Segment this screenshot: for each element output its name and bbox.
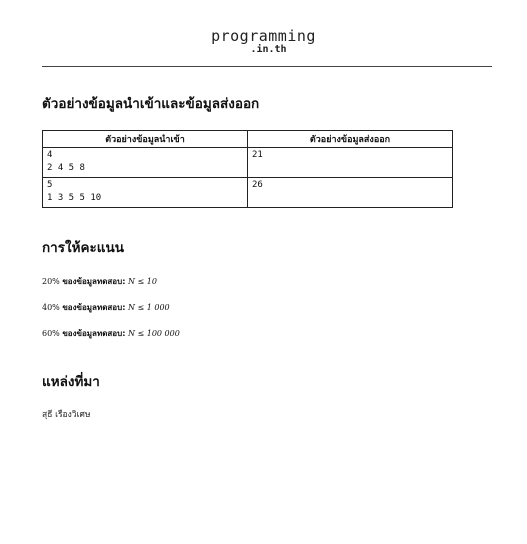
example-output-cell: 26 <box>248 178 453 208</box>
scoring-heading: การให้คะแนน <box>42 240 124 256</box>
subtask-percent: 20% <box>42 277 60 286</box>
header-divider <box>42 66 492 67</box>
subtask-label: ของข้อมูลทดสอบ: <box>62 303 126 312</box>
examples-header-row <box>43 131 453 148</box>
list-item <box>42 276 180 288</box>
source-author: สุธี เรืองวิเศษ <box>42 410 91 420</box>
subtask-percent: 40% <box>42 303 60 312</box>
example-input-cell: 5 1 3 5 5 10 <box>43 178 248 208</box>
input-column-header: ตัวอย่างข้อมูลนำเข้า <box>43 131 248 148</box>
example-output-cell: 21 <box>248 148 453 178</box>
subtask-condition: N ≤ 10 <box>127 277 157 286</box>
examples-table <box>42 130 453 208</box>
subtask-percent: 60% <box>42 329 60 338</box>
subtask-label: ของข้อมูลทดสอบ: <box>62 329 126 338</box>
example-input-cell: 4 2 4 5 8 <box>43 148 248 178</box>
site-logo <box>0 28 527 55</box>
list-item <box>42 302 180 314</box>
source-heading: แหล่งที่มา <box>42 374 100 390</box>
scoring-list <box>42 276 180 354</box>
subtask-condition: N ≤ 100 000 <box>127 329 180 338</box>
examples-heading: ตัวอย่างข้อมูลนำเข้าและข้อมูลส่งออก <box>42 96 260 112</box>
table-row <box>43 178 453 208</box>
subtask-condition: N ≤ 1 000 <box>127 303 170 312</box>
subtask-label: ของข้อมูลทดสอบ: <box>62 277 126 286</box>
logo-sub-text: .in.th <box>250 44 287 55</box>
table-row <box>43 148 453 178</box>
logo-main-text: programming <box>211 27 316 45</box>
list-item <box>42 328 180 340</box>
output-column-header: ตัวอย่างข้อมูลส่งออก <box>248 131 453 148</box>
